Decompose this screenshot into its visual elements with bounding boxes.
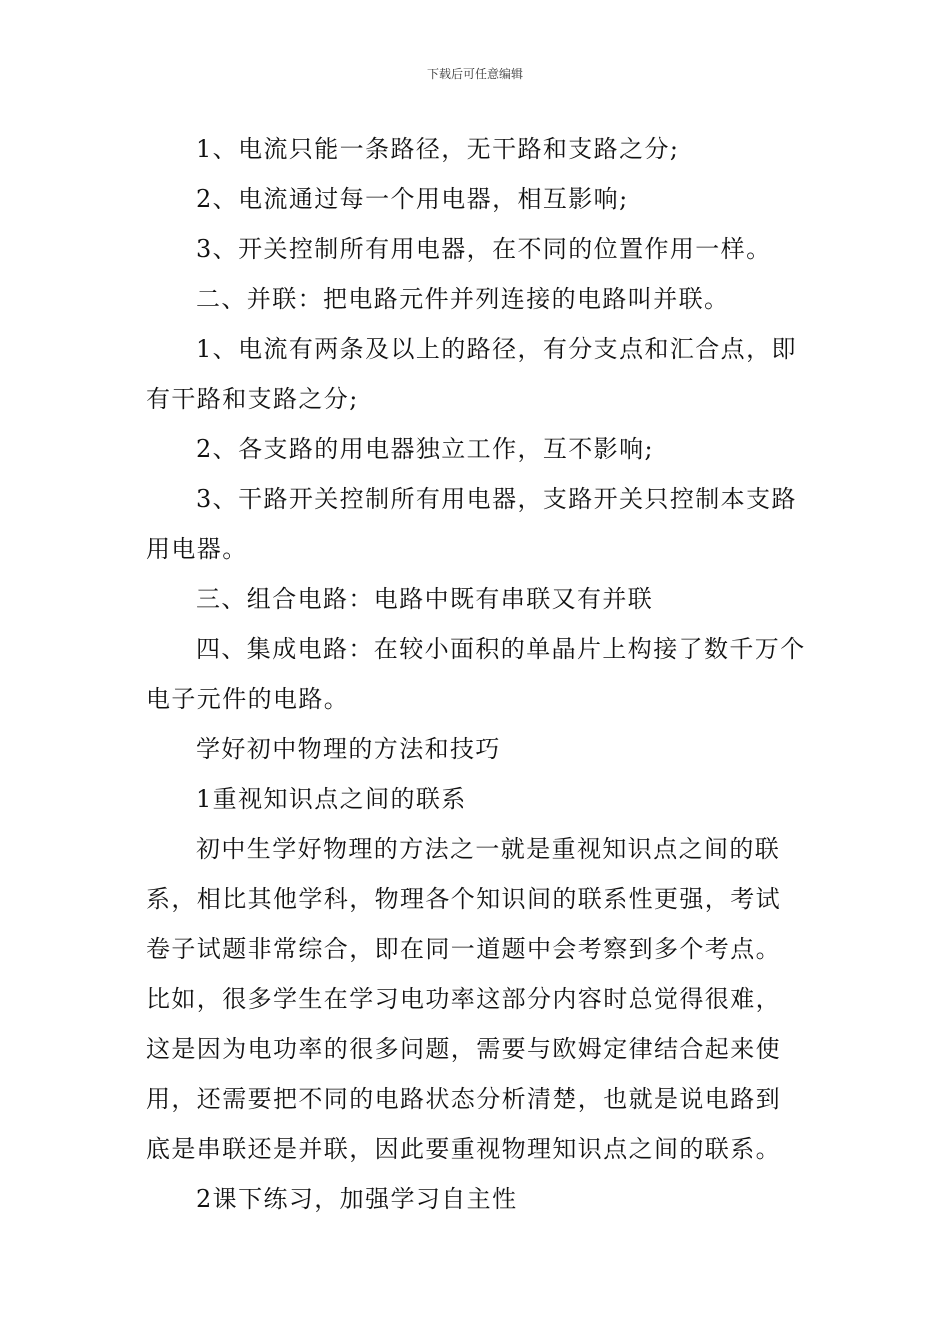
paragraph-parallel-rule-1: 1、电流有两条及以上的路径，有分支点和汇合点，即有干路和支路之分; — [146, 335, 797, 413]
subheading-method-1: 1重视知识点之间的联系 — [196, 785, 467, 813]
paragraph-parallel-rule-3: 3、干路开关控制所有用电器，支路开关只控制本支路用电器。 — [146, 485, 797, 563]
paragraph-series-rule-3: 3、开关控制所有用电器，在不同的位置作用一样。 — [196, 235, 772, 263]
document-body — [146, 124, 806, 1224]
paragraph-combined-circuit: 三、组合电路：电路中既有串联又有并联 — [196, 585, 654, 613]
page-header-note: 下载后可任意编辑 — [426, 67, 523, 81]
paragraph-series-rule-1: 1、电流只能一条路径，无干路和支路之分; — [196, 135, 680, 163]
paragraph-parallel-heading: 二、并联：把电路元件并列连接的电路叫并联。 — [196, 285, 730, 313]
subheading-method-2: 2课下练习，加强学习自主性 — [196, 1185, 518, 1213]
section-title-study-methods: 学好初中物理的方法和技巧 — [196, 735, 501, 763]
paragraph-parallel-rule-2: 2、各支路的用电器独立工作，互不影响; — [196, 435, 654, 463]
paragraph-method-1-body: 初中生学好物理的方法之一就是重视知识点之间的联系，相比其他学科，物理各个知识间的联系性更强，考试卷子试题非常综合，即在同一道题中会考察到多个考点。比如，很多学生在学习电功率这部分内容时总觉得很难，这是因为电功率的很多问题，需要与欧姆定律结合起来使用，还需要把不同的电路状态分析清楚，也就是说电路到底是串联还是并联，因此要重视物理知识点之间的联系。 — [146, 835, 781, 1163]
paragraph-integrated-circuit: 四、集成电路：在较小面积的单晶片上构接了数千万个电子元件的电路。 — [146, 635, 806, 713]
paragraph-series-rule-2: 2、电流通过每一个用电器，相互影响; — [196, 185, 629, 213]
